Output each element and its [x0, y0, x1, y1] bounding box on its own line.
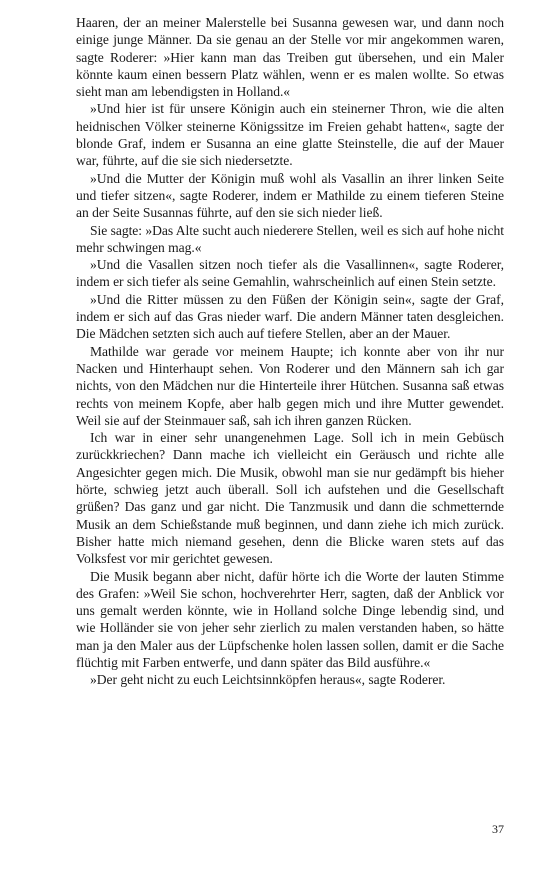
paragraph-4: Sie sagte: »Das Alte sucht auch niederere Stellen, weil es sich auf hohe nicht mehr schwingen mag.«	[76, 222, 504, 255]
paragraph-1: Haaren, der an meiner Malerstelle bei Susanna gewesen war, und dann noch einige junge Männer. Da sie genau an der Stelle vor mir angekommen waren, sagte Roderer: »Hier kann man das Treiben gut übersehen, und ein Maler könnte kaum einen bessern Platz wählen, wenn er es malen wollte. So etwas sieht man am lebendigsten in Holland.«	[76, 15, 504, 100]
paragraph-5: »Und die Vasallen sitzen noch tiefer als die Vasallinnen«, sagte Roderer, indem er sich tiefer als seine Gemahlin, wahrscheinlich auf einen Stein setzte.	[76, 257, 504, 290]
paragraph-6: »Und die Ritter müssen zu den Füßen der Königin sein«, sagte der Graf, indem er sich auf das Gras nieder warf. Die andern Männer taten desgleichen. Die Mädchen setzten sich auch auf tiefere Stellen, aber an der Mauer.	[76, 291, 504, 342]
paragraph-10: »Der geht nicht zu euch Leichtsinnköpfen heraus«, sagte Roderer.	[90, 672, 446, 688]
page-number: 37	[492, 822, 504, 836]
paragraph-2: »Und hier ist für unsere Königin auch ein steinerner Thron, wie die alten heidnischen Völker steinerne Königssitze im Freien gehabt hatten«, sagte der blonde Graf, indem er Susanna an eine glatte Steinstelle, die auf der Mauer war, führte, auf die sie sich niedersetzte.	[76, 101, 504, 169]
paragraph-3: »Und die Mutter der Königin muß wohl als Vasallin an ihrer linken Seite und tiefer sitzen«, sagte Roderer, indem er Mathilde zu einem tieferen Steine an der Seite Susannas führte, auf den sie sich nieder ließ.	[76, 170, 504, 221]
paragraph-8: Ich war in einer sehr unangenehmen Lage. Soll ich in mein Gebüsch zurückkriechen? Dann mache ich vielleicht ein Geräusch und richte alle Angesichter gegen mich. Die Musik, obwohl man sie nur gedämpft bis hieher hörte, schwieg jetzt auch überall. Soll ich aufstehen und die Gesellschaft grüßen? Das ganz und gar nicht. Die Tanzmusik und dann die schmetternde Musik an dem Schießstande muß beginnen, und dann ziehe ich mich zurück. Bisher hatte mich niemand gesehen, denn die Blicke waren stets auf das Volksfest vor mir gerichtet gewesen.	[76, 430, 504, 567]
paragraph-7: Mathilde war gerade vor meinem Haupte; ich konnte aber von ihr nur Nacken und Hinterhaupt sehen. Von Roderer und den Männern sah ich gar nichts, von den Mädchen nur die Hinterteile ihrer Hütchen. Susanna saß etwas rechts von meinem Kopfe, aber halb gegen mich und ihre Mutter gewendet. Weil sie auf der Steinmauer saß, sah ich ihren ganzen Rücken.	[76, 343, 504, 428]
book-page-text	[76, 14, 504, 689]
paragraph-9: Die Musik begann aber nicht, dafür hörte ich die Worte der lauten Stimme des Grafen: »Weil Sie schon, hochverehrter Herr, sagten, daß der Anblick vor uns gemalt werden könnte, wie in Holland solche Dinge lebendig sind, und wie Holländer sie von jeher sehr zierlich zu malen verstanden haben, so hätte man ja den Maler aus der Lüpfschenke holen lassen sollen, damit er die Sache flüchtig mit Farben entwerfe, und dann später das Bild ausführe.«	[76, 568, 504, 670]
